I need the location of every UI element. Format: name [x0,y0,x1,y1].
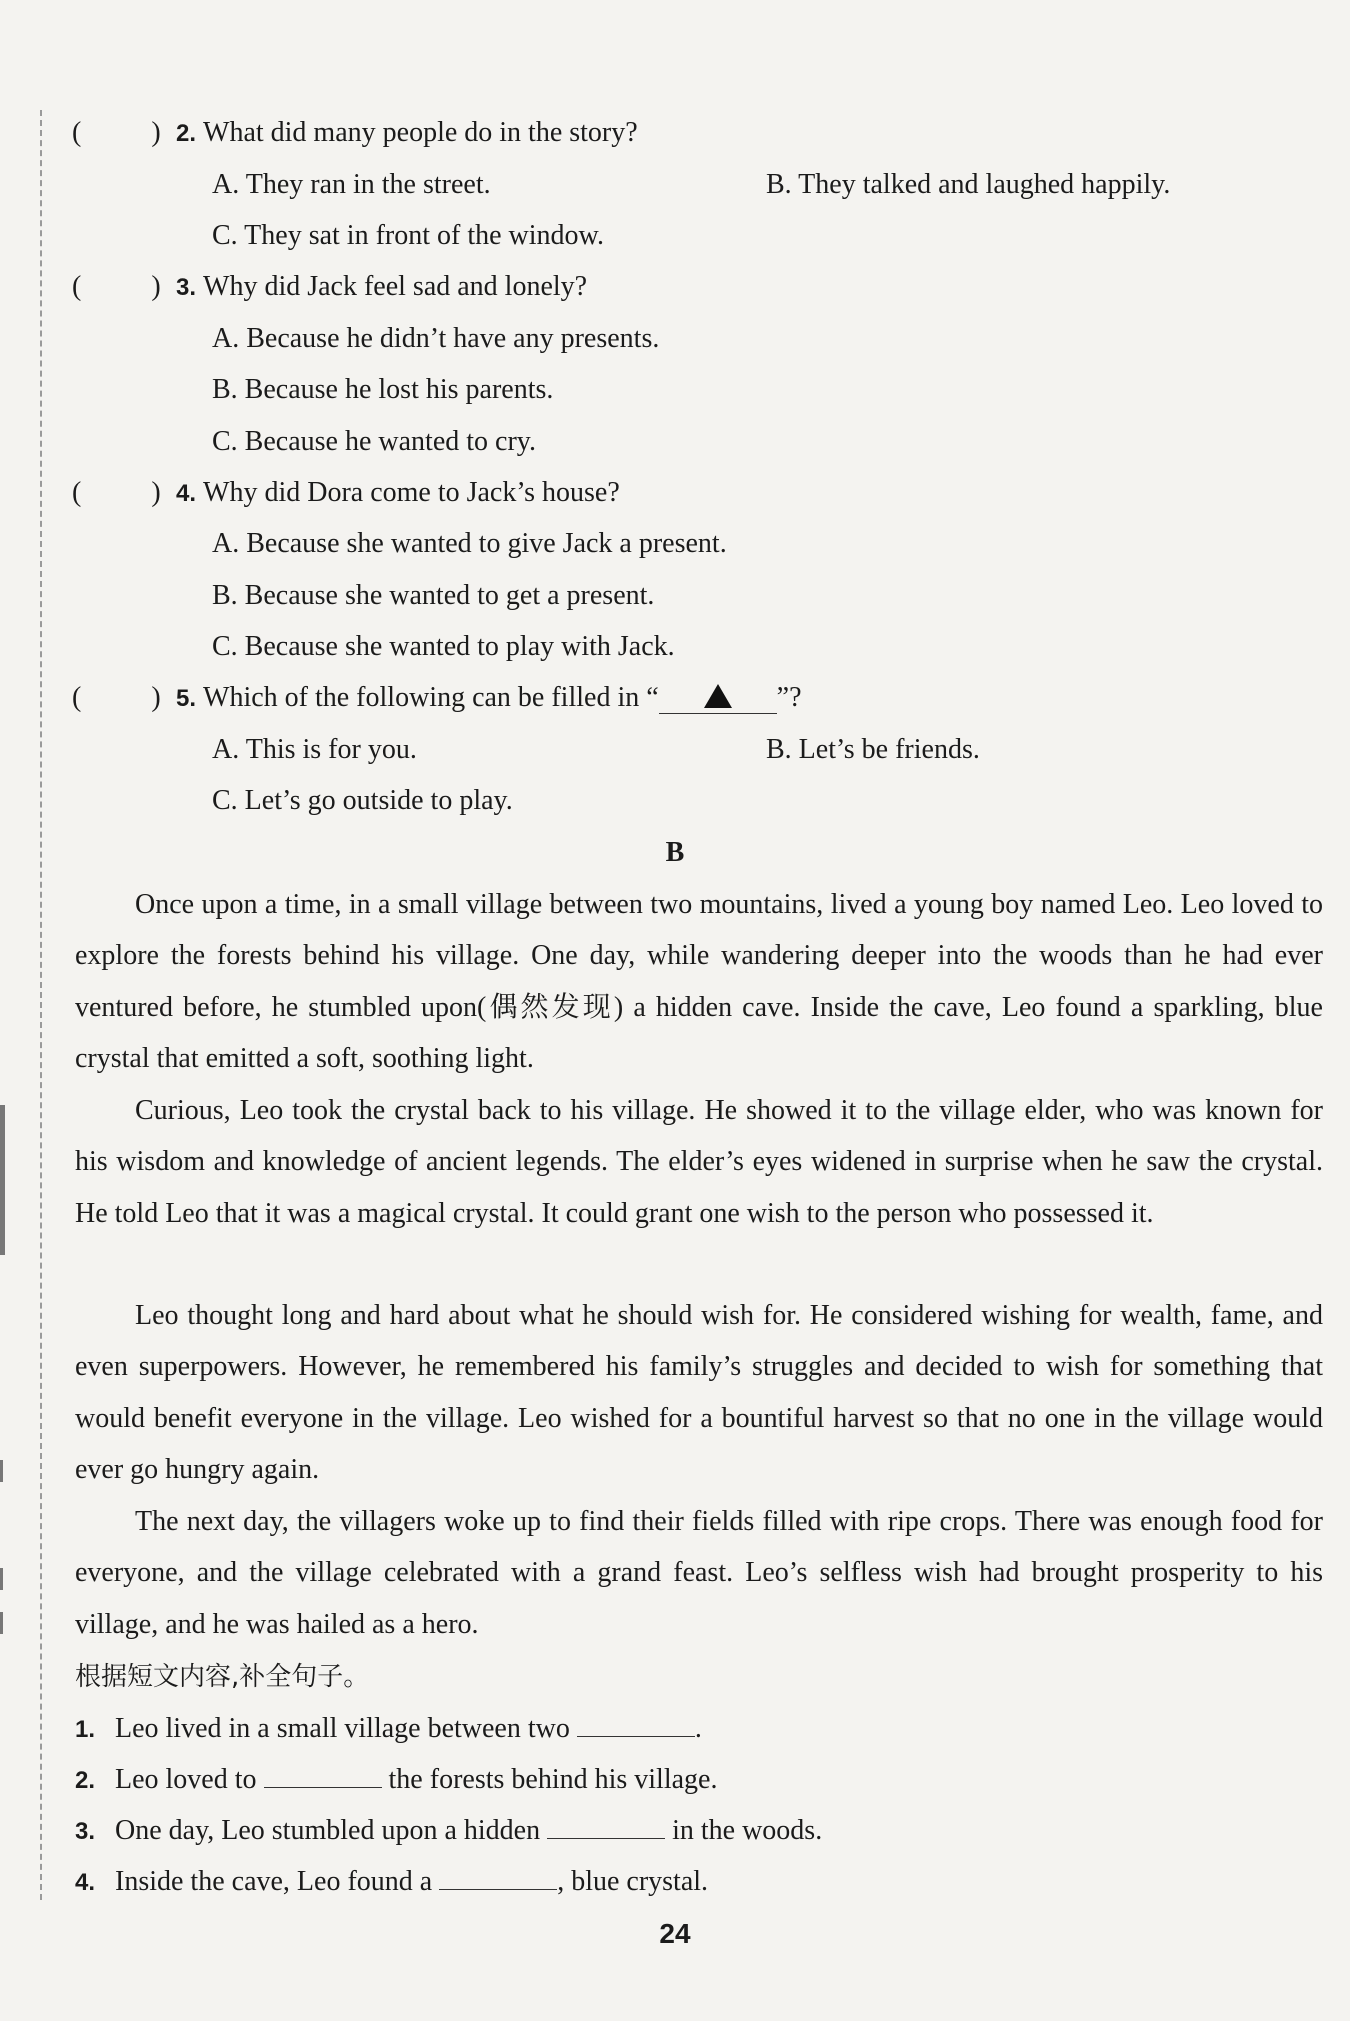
scan-edge-mark [0,1105,5,1255]
option-a: A. They ran in the street. [212,169,491,200]
option-b: B. Because she wanted to get a present. [212,580,655,611]
section-title: B [665,837,685,868]
option-c: C. Because she wanted to play with Jack. [212,631,675,662]
fill-item-4: 4. Inside the cave, Leo found a , blue crystal. [75,1861,708,1903]
story-paragraph: Curious, Leo took the crystal back to his village. He showed it to the village elder, who was known for his wisdom and knowledge of ancient legends. The elder’s eyes widened in surprise when he saw the crystal. He told Leo that it was a magical crystal. It could grant one wish to the person who possessed it. [75,1095,1323,1229]
story-paragraph: Leo thought long and hard about what he should wish for. He considered wishing for wealth, fame, and even superpowers. However, he remembered his family’s struggles and decided to wish for something that would benefit everyone in the village. Leo wished for a bountiful harvest so that no one in the village would ever go hungry again. [75,1300,1323,1486]
option-b: B. They talked and laughed happily. [766,169,1171,200]
question-text: Why did Dora come to Jack’s house? [203,477,620,508]
question-4: ( ) 4. Why did Dora come to Jack’s house? [72,477,620,508]
answer-blank[interactable] [577,1708,695,1737]
option-a: A. Because he didn’t have any presents. [212,323,660,354]
scan-edge-mark [0,1612,3,1634]
option-b: B. Because he lost his parents. [212,374,554,405]
page-number: 24 [659,1918,691,1949]
fill-item-1: 1. Leo lived in a small village between two . [75,1708,702,1750]
scan-edge-mark [0,1568,3,1590]
answer-blank [659,683,777,714]
story-paragraph: The next day, the villagers woke up to find their fields filled with ripe crops. There was enough food for everyone, and the village celebrated with a grand feast. Leo’s selfless wish had brought prosperity to his village, and he was hailed as a hero. [75,1506,1323,1640]
fill-item-3: 3. One day, Leo stumbled upon a hidden in the woods. [75,1810,822,1852]
question-text: What did many people do in the story? [203,117,638,148]
instruction-text: 根据短文内容,补全句子。 [75,1662,370,1692]
question-2: ( ) 2. What did many people do in the story? [72,117,638,148]
answer-blank[interactable] [547,1810,665,1839]
question-text: Why did Jack feel sad and lonely? [203,271,588,302]
option-a: A. Because she wanted to give Jack a present. [212,528,727,559]
option-c: C. They sat in front of the window. [212,220,604,251]
binding-dashed-line [40,110,42,1900]
question-5: ( ) 5. Which of the following can be filled in “ ”? [72,682,802,713]
option-b: B. Let’s be friends. [766,734,980,765]
question-3: ( ) 3. Why did Jack feel sad and lonely? [72,271,588,302]
answer-blank[interactable] [264,1759,382,1788]
triangle-icon [704,684,732,708]
story-paragraph: Once upon a time, in a small village between two mountains, lived a young boy named Leo. Leo loved to explore the forests behind his village. One day, while wandering deeper into the woods than he had ever ventured before, he stumbled upon(偶然发现) a hidden cave. Inside the cave, Leo found a sparkling, blue crystal that emitted a soft, soothing light. [75,889,1323,1075]
scan-edge-mark [0,1460,3,1482]
option-c: C. Let’s go outside to play. [212,785,513,816]
answer-blank[interactable] [439,1861,557,1890]
option-a: A. This is for you. [212,734,417,765]
fill-item-2: 2. Leo loved to the forests behind his village. [75,1759,717,1801]
option-c: C. Because he wanted to cry. [212,426,536,457]
